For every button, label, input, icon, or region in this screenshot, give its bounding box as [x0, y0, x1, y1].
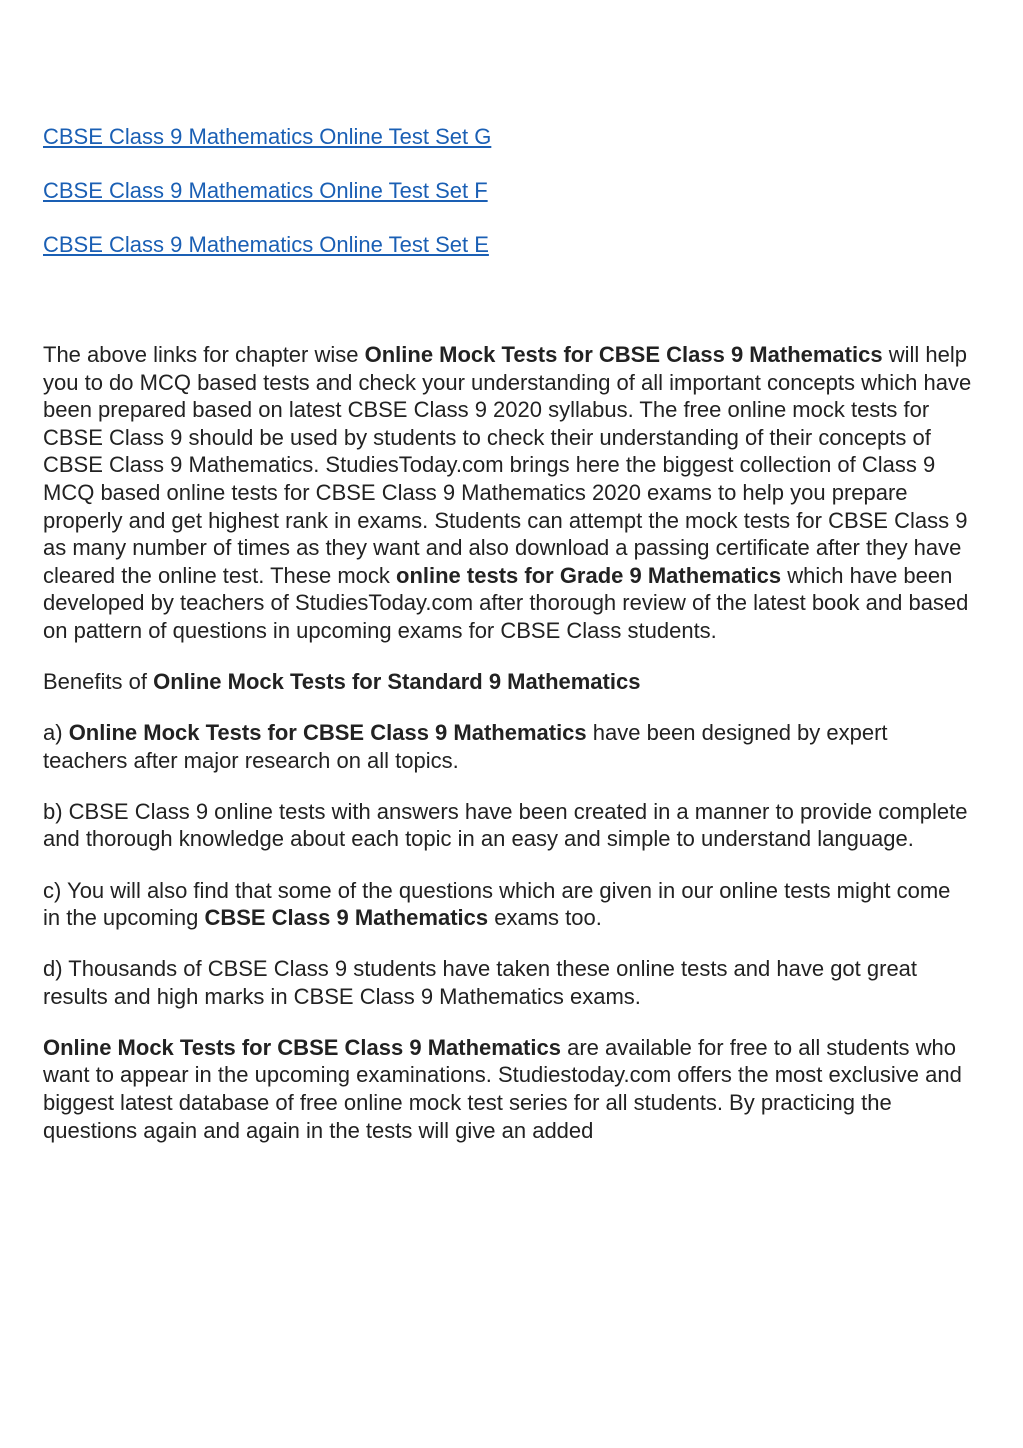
- benefit-point-b: b) CBSE Class 9 online tests with answers have been created in a manner to provide complete and thorough knowledge about each topic in an easy and simple to understand language.: [43, 798, 968, 852]
- link-test-set-g[interactable]: CBSE Class 9 Mathematics Online Test Set G: [43, 124, 492, 149]
- benefit-point-d: d) Thousands of CBSE Class 9 students have taken these online tests and have got great results and high marks in CBSE Class 9 Mathematics exams.: [43, 956, 918, 1009]
- benefit-point-a: a) Online Mock Tests for CBSE Class 9 Mathematics have been designed by expert teachers after major research on all topics.: [43, 720, 888, 773]
- benefits-heading: Benefits of Online Mock Tests for Standard 9 Mathematics: [43, 669, 641, 695]
- article-body: [43, 341, 973, 1168]
- test-links-list: [43, 124, 973, 286]
- link-test-set-e[interactable]: CBSE Class 9 Mathematics Online Test Set E: [43, 232, 489, 257]
- link-test-set-f[interactable]: CBSE Class 9 Mathematics Online Test Set F: [43, 178, 488, 203]
- closing-paragraph: Online Mock Tests for CBSE Class 9 Mathematics are available for free to all students who want to appear in the upcoming examinations. Studiestoday.com offers the most exclusive and biggest latest database of free online mock test series for all students. By practicing the questions again and again in the tests will give an added: [43, 1034, 962, 1143]
- intro-paragraph: The above links for chapter wise Online Mock Tests for CBSE Class 9 Mathematics will help you to do MCQ based tests and check your understanding of all important concepts which have been prepared based on latest CBSE Class 9 2020 syllabus. The free online mock tests for CBSE Class 9 should be used by students to check their understanding of their concepts of CBSE Class 9 Mathematics. StudiesToday.com brings here the biggest collection of Class 9 MCQ based online tests for CBSE Class 9 Mathematics 2020 exams to help you prepare properly and get highest rank in exams. Students can attempt the mock tests for CBSE Class 9 as many number of times as they want and also download a passing certificate after they have cleared the online test. These mock online tests for Grade 9 Mathematics which have been developed by teachers of StudiesToday.com after thorough review of the latest book and based on pattern of questions in upcoming exams for CBSE Class students.: [43, 342, 972, 643]
- benefit-point-c: c) You will also find that some of the questions which are given in our online tests might come in the upcoming CBSE Class 9 Mathematics exams too.: [43, 877, 951, 931]
